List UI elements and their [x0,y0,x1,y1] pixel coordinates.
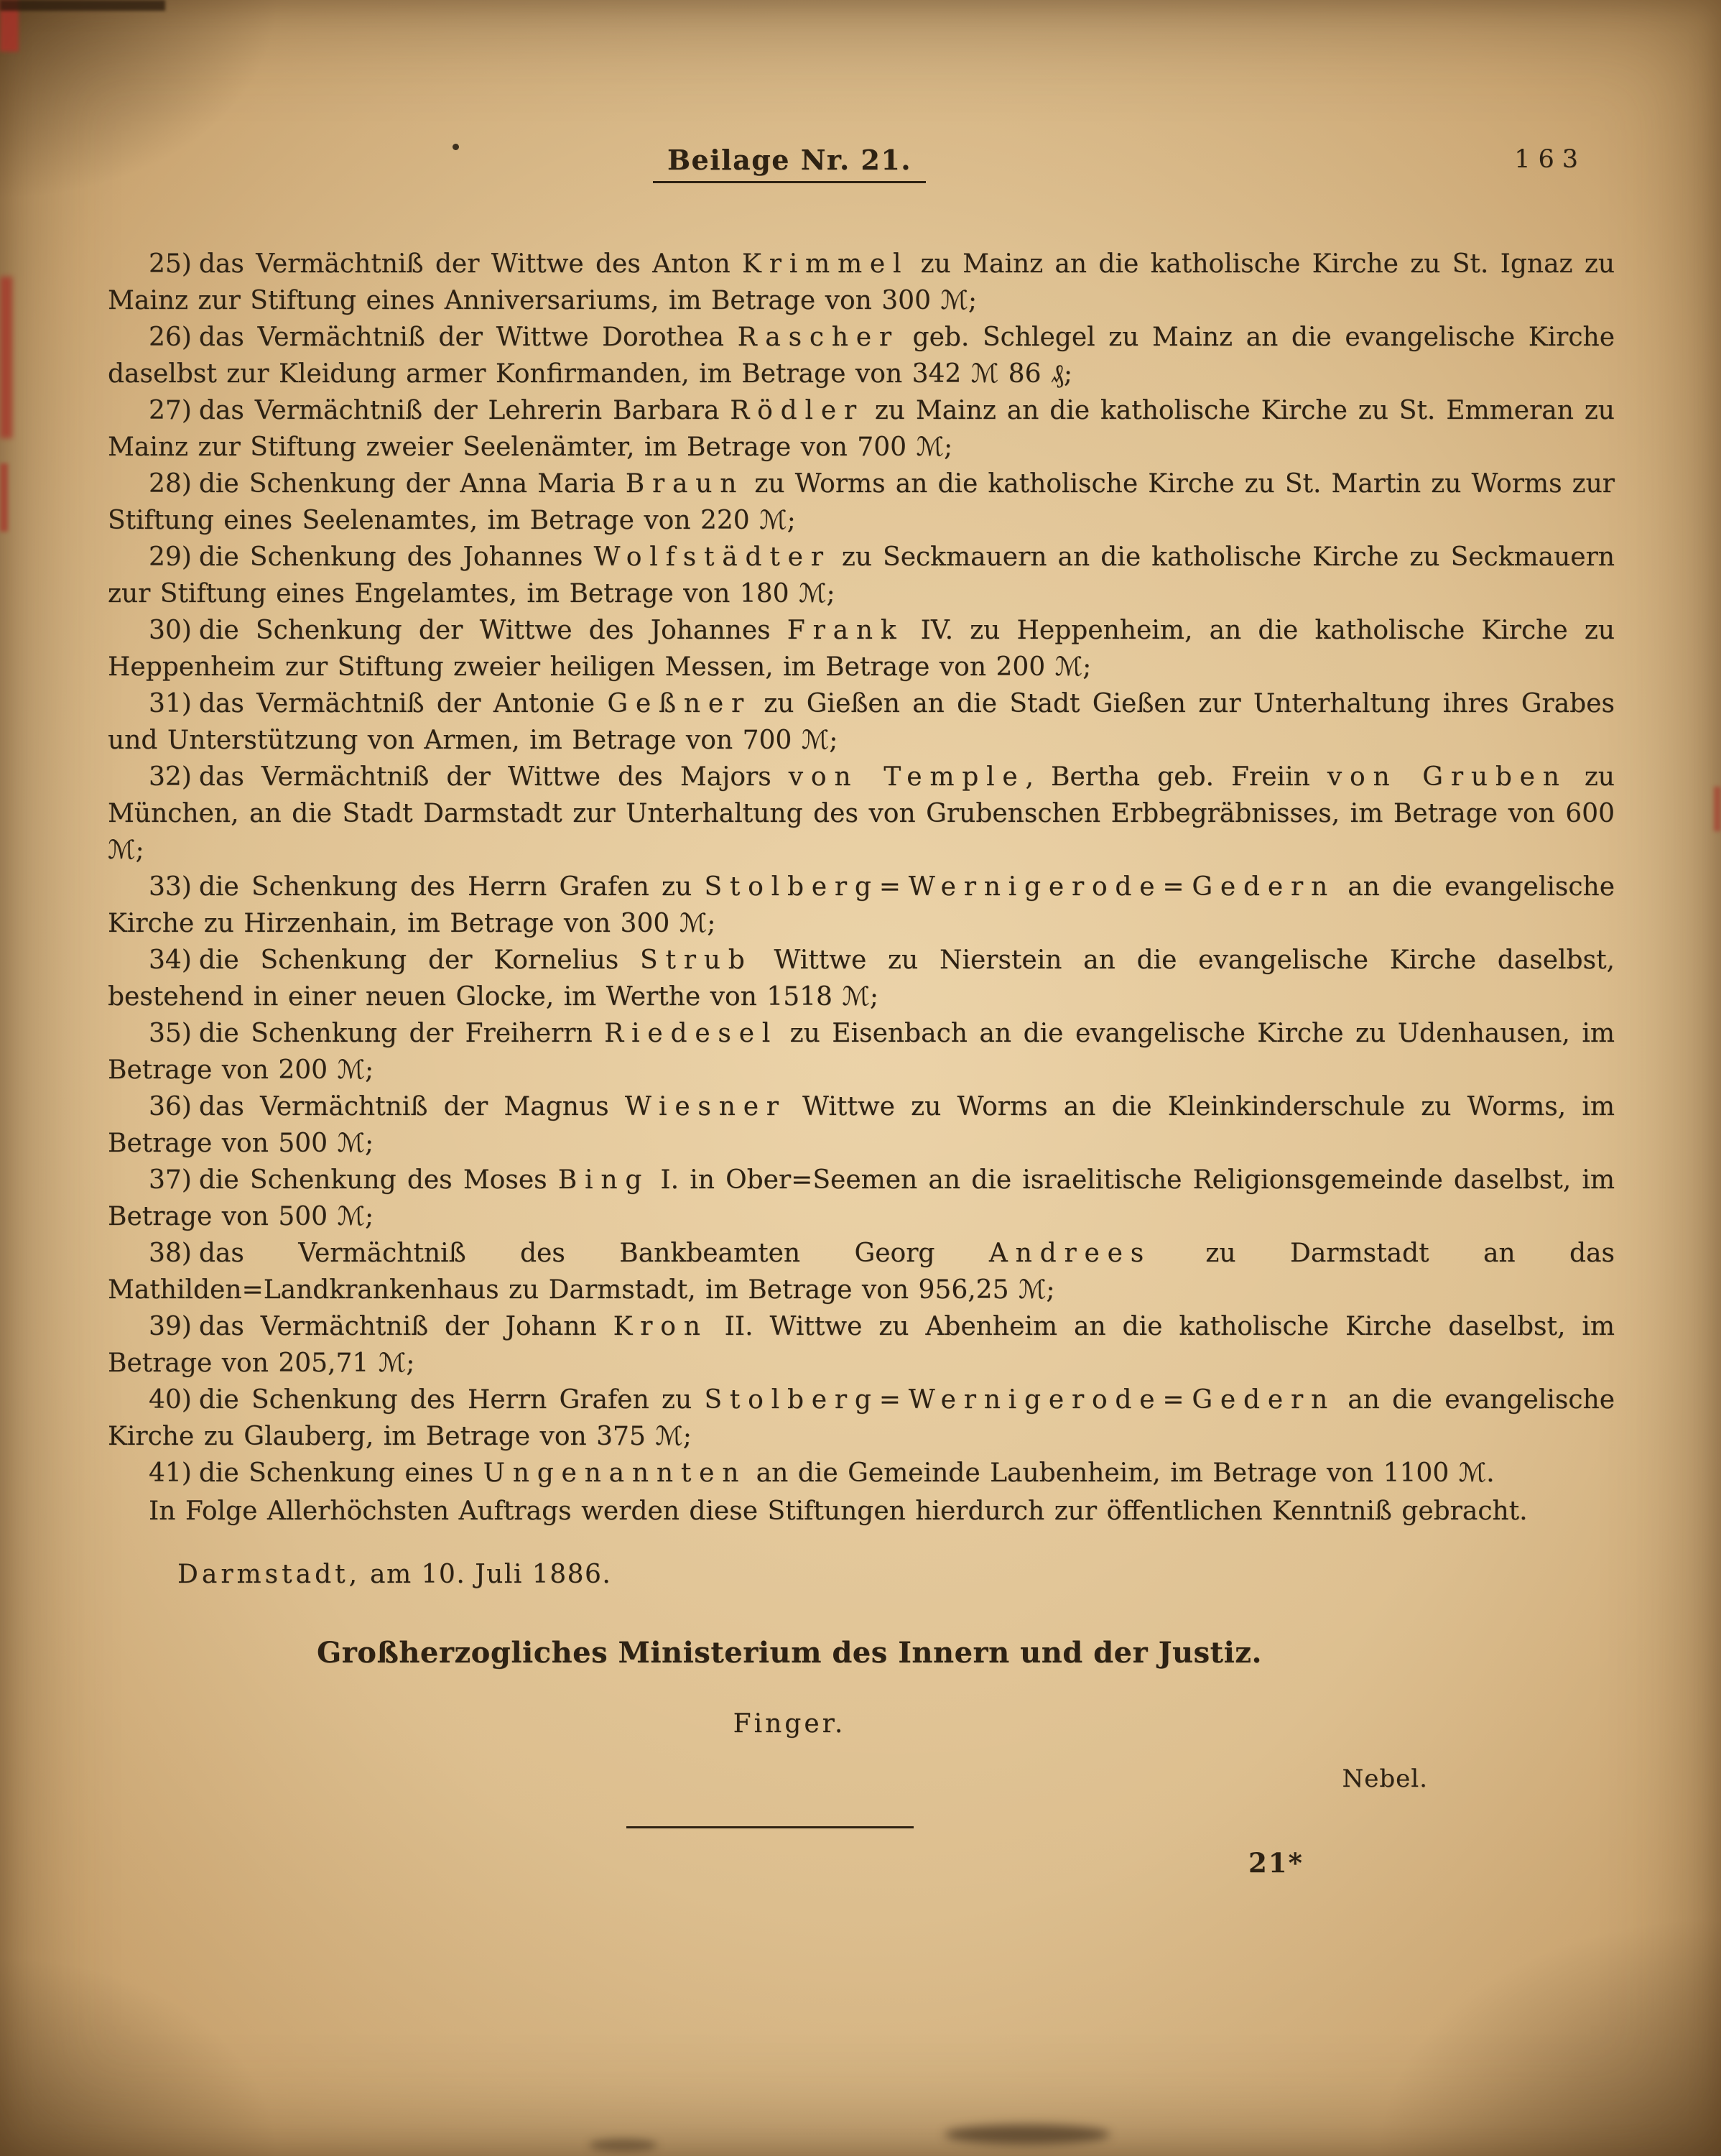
page-title: Beilage Nr. 21. [653,144,926,183]
item-text-segment: die Schenkung der Kornelius [198,945,641,975]
list-item [108,1235,1615,1308]
item-number: 35) [149,1019,192,1048]
list-item [108,685,1615,759]
item-name-emphasis: Ungenannten [483,1458,747,1488]
list-item [108,319,1615,392]
item-text-segment: zu Darmstadt an das Mathilden=Landkrankenhaus zu Darmstadt, im Betrage von 956,25 ℳ; [108,1239,1615,1305]
item-number: 32) [149,762,192,792]
item-number: 29) [149,542,192,572]
item-number: 25) [149,249,192,279]
list-item [108,759,1615,869]
item-text-segment: II. Wittwe zu Abenheim an die katholische Kirche daselbst, im Betrage von 205,71 ℳ; [108,1312,1615,1378]
list-item [108,466,1615,539]
item-text-segment: Wittwe zu Worms an die Kleinkinderschule zu Worms, im Betrage von 500 ℳ; [108,1092,1615,1158]
footer-mark: 21* [1248,1847,1304,1879]
page-header [108,144,1615,187]
separator-rule [626,1826,914,1828]
item-name-emphasis: Riedesel [604,1019,779,1048]
list-item [108,942,1615,1015]
scan-red-stain-4 [1714,787,1721,831]
list-item [108,1382,1615,1455]
item-name-emphasis: Bing [557,1165,650,1195]
item-text-segment: das Vermächtniß des Bankbeamten Georg [198,1239,989,1268]
item-text-segment: die Schenkung eines [198,1458,483,1488]
list-item [108,1455,1615,1491]
item-number: 39) [149,1312,192,1341]
document-page [108,144,1615,1879]
ministry-heading: Großherzogliches Ministerium des Innern und der Justiz. [317,1636,1262,1670]
item-text-segment: IV. zu Heppenheim, an die katholische Kirche zu Heppenheim zur Stiftung zweier heiligen Messen, im Betrage von 200 ℳ; [108,616,1615,682]
item-text-segment: die Schenkung der Anna Maria [198,469,626,499]
item-name-emphasis: von Temple [788,762,1026,792]
list-item [108,1162,1615,1235]
item-number: 34) [149,945,192,975]
item-text-segment: das Vermächtniß der Lehrerin Barbara [198,396,730,425]
item-number: 26) [149,323,192,352]
item-text-segment: das Vermächtniß der Wittwe Dorothea [198,323,738,352]
item-text-segment: das Vermächtniß der Wittwe des Majors [198,762,789,792]
item-number: 37) [149,1165,192,1195]
item-text-segment: die Schenkung des Herrn Grafen zu [198,1385,705,1415]
item-name-emphasis: Andrees [988,1239,1151,1268]
item-text-segment: die Schenkung der Freiherrn [198,1019,605,1048]
item-text-segment: I. in Ober=Seemen an die israelitische Religionsgemeinde daselbst, im Betrage von 500 ℳ; [108,1165,1615,1231]
item-number: 36) [149,1092,192,1121]
item-text-segment: zu Mainz an die katholische Kirche zu St. Emmeran zu Mainz zur Stiftung zweier Seelenämter, im Betrage von 700 ℳ; [108,396,1615,462]
signature-finger: Finger. [733,1709,846,1739]
item-text-segment: zu München, an die Stadt Darmstadt zur Unterhaltung des von Grubenschen Erbbegräbnisses, im Betrage von 600 ℳ; [108,762,1615,865]
item-number: 27) [149,396,192,425]
item-text-segment: , Bertha geb. Freiin [1025,762,1327,792]
item-text-segment: zu Seckmauern an die katholische Kirche zu Seckmauern zur Stiftung eines Engelamtes, im Betrage von 180 ℳ; [108,542,1615,609]
page-number: 163 [1514,145,1586,174]
item-name-emphasis: Kron [613,1312,708,1341]
item-name-emphasis: Wolfstädter [593,542,831,572]
dateline [108,1560,1615,1589]
item-text-segment: Wittwe zu Nierstein an die evangelische Kirche daselbst, bestehend in einer neuen Glocke, im Werthe von 1518 ℳ; [108,945,1615,1012]
item-number: 30) [149,616,192,645]
item-text-segment: geb. Schlegel zu Mainz an die evangelische Kirche daselbst zur Kleidung armer Konfirmanden, im Betrage von 342 ℳ 86 ₰; [108,323,1615,389]
item-text-segment: die Schenkung des Herrn Grafen zu [198,872,705,902]
item-text-segment: zu Gießen an die Stadt Gießen zur Unterhaltung ihres Grabes und Unterstützung von Armen, im Betrage von 700 ℳ; [108,689,1615,755]
item-name-emphasis: Frank [787,616,904,645]
item-text-segment: das Vermächtniß der Johann [198,1312,613,1341]
item-name-emphasis: Geßner [607,689,751,718]
item-text-segment: zu Mainz an die katholische Kirche zu St. Ignaz zu Mainz zur Stiftung eines Anniversariums, im Betrage von 300 ℳ; [108,249,1615,315]
list-item [108,1308,1615,1382]
items-list [108,246,1615,1491]
list-item [108,869,1615,942]
item-text-segment: zu Worms an die katholische Kirche zu St. Martin zu Worms zur Stiftung eines Seelenamtes, im Betrage von 220 ℳ; [108,469,1615,535]
item-name-emphasis: Wiesner [624,1092,787,1121]
scan-red-stain-2 [0,277,12,438]
item-name-emphasis: Strub [640,945,753,975]
list-item [108,612,1615,685]
item-text-segment: das Vermächtniß der Wittwe des Anton [198,249,742,279]
item-name-emphasis: Stolberg=Wernigerode=Gedern [704,872,1335,902]
dateline-date: am 10. Juli 1886. [361,1560,612,1589]
list-item [108,1015,1615,1088]
item-text-segment: an die Gemeinde Laubenheim, im Betrage von 1100 ℳ. [746,1458,1495,1488]
scan-corner-shadow-bottom-left [0,1940,302,2156]
item-number: 28) [149,469,192,499]
signature-nebel: Nebel. [1342,1764,1428,1793]
list-item [108,392,1615,466]
list-item [108,539,1615,612]
item-name-emphasis: Krimmel [742,249,909,279]
item-name-emphasis: Stolberg=Wernigerode=Gedern [704,1385,1335,1415]
list-item [108,246,1615,319]
scan-corner-shadow-bottom-right [1347,1897,1721,2156]
list-item [108,1088,1615,1162]
scan-dark-edge-top [0,0,165,11]
item-text-segment: das Vermächtniß der Antonie [198,689,608,718]
item-number: 38) [149,1239,192,1268]
scan-smudge-bottom-1 [945,2124,1110,2145]
item-number: 31) [149,689,192,718]
item-text-segment: zu Eisenbach an die evangelische Kirche zu Udenhausen, im Betrage von 200 ℳ; [108,1019,1615,1085]
item-text-segment: die Schenkung des Moses [198,1165,558,1195]
scan-red-stain-3 [0,463,8,532]
item-name-emphasis: Rödler [730,396,864,425]
item-text-segment: die Schenkung des Johannes [198,542,594,572]
item-name-emphasis: von Gruben [1327,762,1567,792]
item-number: 41) [149,1458,192,1488]
item-text-segment: das Vermächtniß der Magnus [198,1092,625,1121]
item-name-emphasis: Rascher [737,323,899,352]
item-text-segment: an die evangelische Kirche zu Glauberg, im Betrage von 375 ℳ; [108,1385,1615,1451]
dateline-city: Darmstadt, [177,1560,361,1589]
item-number: 40) [149,1385,192,1415]
item-number: 33) [149,872,192,902]
scan-red-stain-1 [0,0,19,52]
item-text-segment: die Schenkung der Wittwe des Johannes [198,616,787,645]
item-text-segment: an die evangelische Kirche zu Hirzenhain, im Betrage von 300 ℳ; [108,872,1615,938]
closing-paragraph: In Folge Allerhöchsten Auftrags werden diese Stiftungen hierdurch zur öffentlichen Kenntniß gebracht. [149,1496,1528,1526]
scan-smudge-bottom-2 [589,2139,657,2152]
item-name-emphasis: Braun [625,469,745,499]
